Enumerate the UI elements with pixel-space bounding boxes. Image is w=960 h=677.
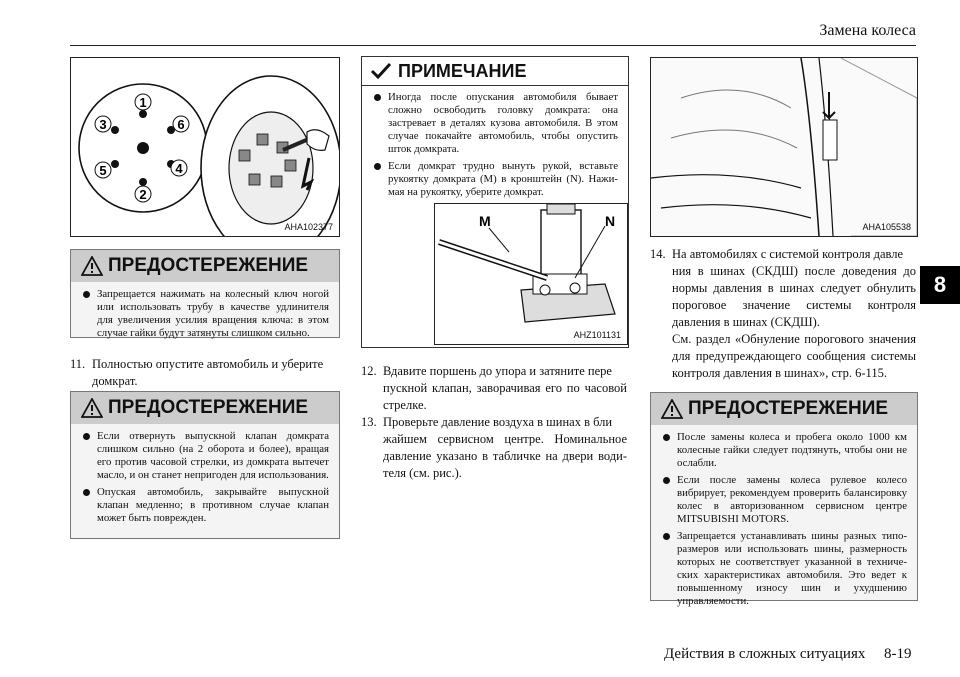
chapter-tab[interactable]: 8 (920, 266, 960, 304)
step-number: 14. (650, 247, 666, 261)
note-item: Иногда после опускания автомобиля бывает сложно освободить головку домкрата: она застревает в деталях кузова автомобиля. В этом случае покачайте автомобиль, чтобы опустить шток домкрата. (372, 91, 618, 156)
caution-item: Запрещается нажимать на колесный ключ ногой или использовать трубу в качестве удлинителя для увеличения усилия вращения ключа: в этом случае гайки будут затянуты слишком сильно. (81, 288, 329, 340)
step-text: Вдавите поршень до упора и затяните пере (383, 364, 612, 378)
step-11 (70, 356, 338, 390)
caution-item: Если отвернуть выпускной клапан домкрата слишком сильно (на 2 оборота и более), вращая его против часовой стрелки, из домкрата вытечет масло, и он станет непригоден для использования. (81, 430, 329, 482)
note-header (362, 57, 628, 86)
caution-box (650, 392, 918, 607)
step-reference: См. раздел «Обнуление порогового значения для предупреждающего сообщения системы контроля давления в шинах», стр. 6-115. (672, 332, 916, 380)
nut-label-4: 4 (175, 161, 183, 176)
nut-label-6: 6 (177, 117, 185, 132)
step-14 (650, 246, 916, 382)
note-item: Если домкрат трудно вынуть рукой, вставьте рукоятку домкрата (M) в кронштейн (N). Нажимая на рукоятку, уберите домкрат. (372, 160, 618, 199)
step-13 (361, 414, 627, 482)
nut-label-2: 2 (139, 187, 147, 202)
door-label-illustration (651, 58, 917, 236)
caution-item: После замены колеса и пробега около 1000 км колесные гайки следует подтянуть, чтобы они не ослабли. (661, 431, 907, 470)
caution-header (71, 250, 339, 282)
step-text-continued: ния в шинах (СКДШ) после доведения до нормы давления в шинах следует обнулить пороговое значение системы контроля давления в шинах (СКДШ). (672, 264, 916, 329)
wheel-nut-figure (70, 57, 340, 237)
jack-figure (434, 203, 628, 345)
step-text: Полностью опустите автомобиль и уберите (92, 357, 324, 371)
header-rule (70, 45, 916, 46)
door-label-figure (650, 57, 918, 237)
nut-label-3: 3 (99, 117, 107, 132)
caution-title: ПРЕДОСТЕРЕЖЕНИЕ (108, 397, 309, 418)
step-number: 13. (361, 415, 377, 429)
step-text-continued: домкрат. (92, 374, 138, 388)
step-number: 11. (70, 357, 86, 371)
note-box (361, 56, 629, 348)
step-12 (361, 363, 627, 414)
warning-triangle-icon (661, 399, 683, 419)
label-n: N (605, 213, 616, 229)
figure-code: AHA102377 (284, 222, 333, 232)
caution-box (70, 391, 340, 539)
caution-title: ПРЕДОСТЕРЕЖЕНИЕ (688, 398, 889, 419)
footer-section-title: Действия в сложных ситуациях (664, 646, 866, 662)
step-text-continued: жайшем сервисном центре. Номинальное давление указано в табличке на двери водителя (см. рис.). (383, 432, 627, 480)
caution-item: Если после замены колеса рулевое колесо вибрирует, рекомендуем проверить балансировку колес в авторизованном сервисном центре MITSUBISHI MOTORS. (661, 474, 907, 526)
caution-item: Опуская автомобиль, закрывайте выпускной клапан медленно; в противном случае клапан может быть поврежден. (81, 486, 329, 525)
figure-code: AHA105538 (862, 222, 911, 232)
step-number: 12. (361, 364, 377, 378)
caution-item: Запрещается устанавливать шины разных типоразмеров или использовать шины, размерность которых не соответствует указанной в технических характеристиках автомобиля. Это ведет к повышенному износу шин и ухудшению управляемости. (661, 530, 907, 608)
jack-illustration (435, 204, 627, 344)
checkmark-icon (370, 62, 392, 80)
caution-header (651, 393, 917, 425)
caution-header (71, 392, 339, 424)
nut-label-5: 5 (99, 163, 107, 178)
caution-title: ПРЕДОСТЕРЕЖЕНИЕ (108, 255, 309, 276)
nut-label-1: 1 (139, 95, 147, 110)
wheel-nut-illustration (71, 58, 339, 236)
running-header: Замена колеса (819, 22, 916, 39)
step-text: Проверьте давление воздуха в шинах в бли (383, 415, 613, 429)
page-number: 8-19 (884, 646, 912, 662)
step-text: На автомобилях с системой контроля давле (672, 247, 904, 261)
warning-triangle-icon (81, 256, 103, 276)
figure-code: AHZ101131 (573, 330, 621, 340)
caution-box (70, 249, 340, 338)
note-title: ПРИМЕЧАНИЕ (398, 60, 527, 81)
label-m: M (479, 213, 491, 229)
warning-triangle-icon (81, 398, 103, 418)
step-text-continued: пускной клапан, заворачивая его по часовой стрелке. (383, 381, 627, 412)
